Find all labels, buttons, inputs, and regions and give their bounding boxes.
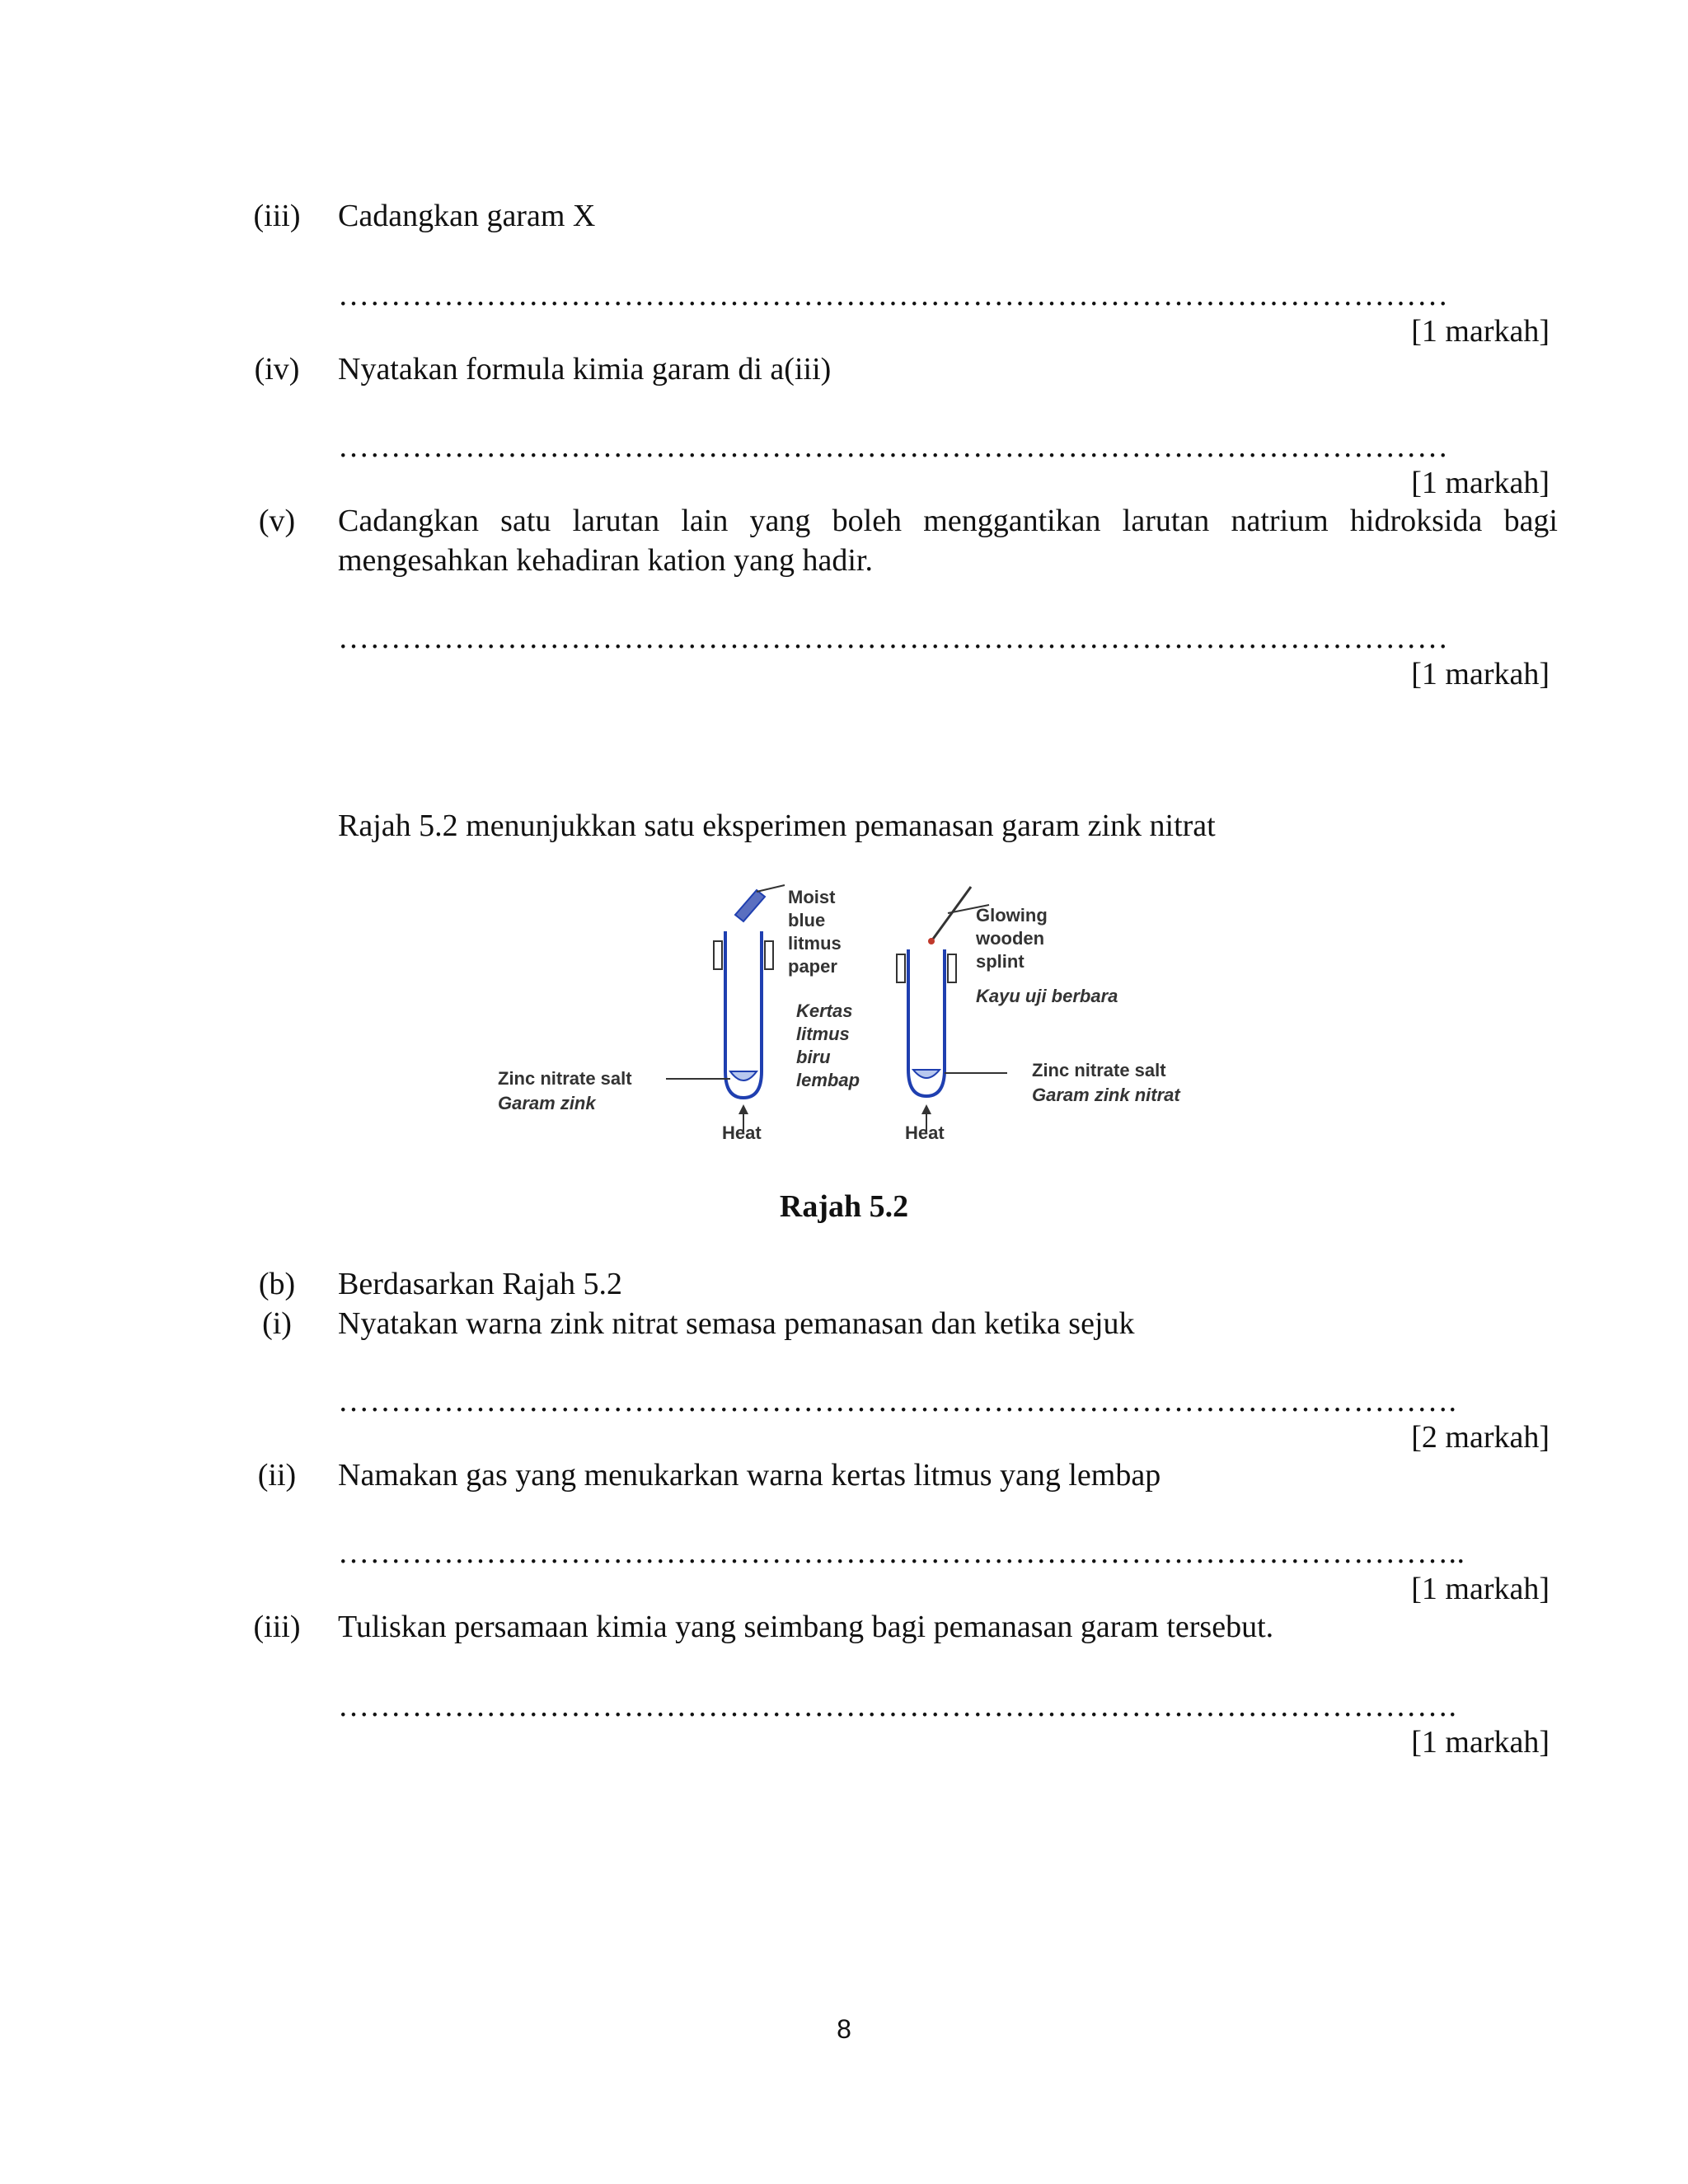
splint-label: Glowing	[976, 905, 1048, 926]
question-text: Nyatakan warna zink nitrat semasa pemanasan dan ketika sejuk	[338, 1306, 1135, 1341]
salt-label: Zinc nitrate salt	[1032, 1060, 1166, 1080]
litmus-label: Moist	[788, 887, 836, 907]
salt-label-ms: Garam zink nitrat	[1032, 1085, 1180, 1105]
mark-allocation: [1 markah]	[1411, 466, 1550, 500]
experiment-diagram	[486, 874, 1212, 1154]
question-number: (v)	[258, 504, 296, 538]
question-text: Cadangkan satu larutan lain yang boleh menggantikan larutan natrium hidroksida bagi mengesahkan kehadiran kation yang hadir.	[338, 504, 1558, 578]
mark-allocation: [1 markah]	[1411, 1725, 1550, 1760]
salt-label-ms: Garam zink	[498, 1093, 596, 1113]
question-number: (b)	[258, 1267, 296, 1301]
diagram-intro: Rajah 5.2 menunjukkan satu eksperimen pemanasan garam zink nitrat	[338, 808, 1216, 843]
litmus-label-ms: litmus	[796, 1024, 850, 1044]
litmus-label: litmus	[788, 933, 842, 954]
answer-line: ……………………………………………………………………………………………	[338, 429, 1449, 464]
question-number: (ii)	[257, 1458, 297, 1493]
page-number: 8	[837, 2014, 851, 2044]
litmus-label-ms: lembap	[796, 1070, 860, 1090]
heat-label: Heat	[722, 1122, 762, 1143]
litmus-label: blue	[788, 910, 826, 930]
diagram-caption: Rajah 5.2	[779, 1189, 909, 1224]
salt-label: Zinc nitrate salt	[498, 1068, 632, 1089]
answer-line: …………………………………………………………………………………………….	[338, 1384, 1457, 1418]
mark-allocation: [1 markah]	[1411, 657, 1550, 691]
question-text: Nyatakan formula kimia garam di a(iii)	[338, 352, 832, 387]
question-number: (iii)	[253, 1610, 301, 1644]
mark-allocation: [1 markah]	[1411, 314, 1550, 349]
question-number: (iv)	[254, 352, 300, 387]
question-number: (i)	[262, 1306, 292, 1341]
splint-label: splint	[976, 951, 1025, 972]
splint-label: wooden	[976, 928, 1045, 949]
question-number: (iii)	[253, 199, 301, 233]
question-text: Cadangkan garam X	[338, 199, 596, 233]
heat-label: Heat	[905, 1122, 945, 1143]
question-text: Tuliskan persamaan kimia yang seimbang bagi pemanasan garam tersebut.	[338, 1610, 1274, 1644]
left-test-tube	[714, 931, 773, 1098]
litmus-label-ms: Kertas	[796, 1001, 853, 1021]
right-test-tube	[897, 949, 956, 1096]
mark-allocation: [2 markah]	[1411, 1420, 1550, 1455]
litmus-label: paper	[788, 956, 837, 977]
answer-line: ……………………………………………………………………………………………	[338, 621, 1449, 655]
answer-line: ……………………………………………………………………………………………..	[338, 1535, 1465, 1570]
part-heading: Berdasarkan Rajah 5.2	[338, 1267, 623, 1301]
litmus-paper-icon	[735, 885, 785, 921]
answer-line: ……………………………………………………………………………………………	[338, 278, 1449, 312]
litmus-label-ms: biru	[796, 1047, 831, 1067]
mark-allocation: [1 markah]	[1411, 1572, 1550, 1606]
question-text: Namakan gas yang menukarkan warna kertas litmus yang lembap	[338, 1458, 1161, 1493]
answer-line: …………………………………………………………………………………………….	[338, 1689, 1457, 1723]
splint-label-ms: Kayu uji berbara	[976, 986, 1118, 1006]
